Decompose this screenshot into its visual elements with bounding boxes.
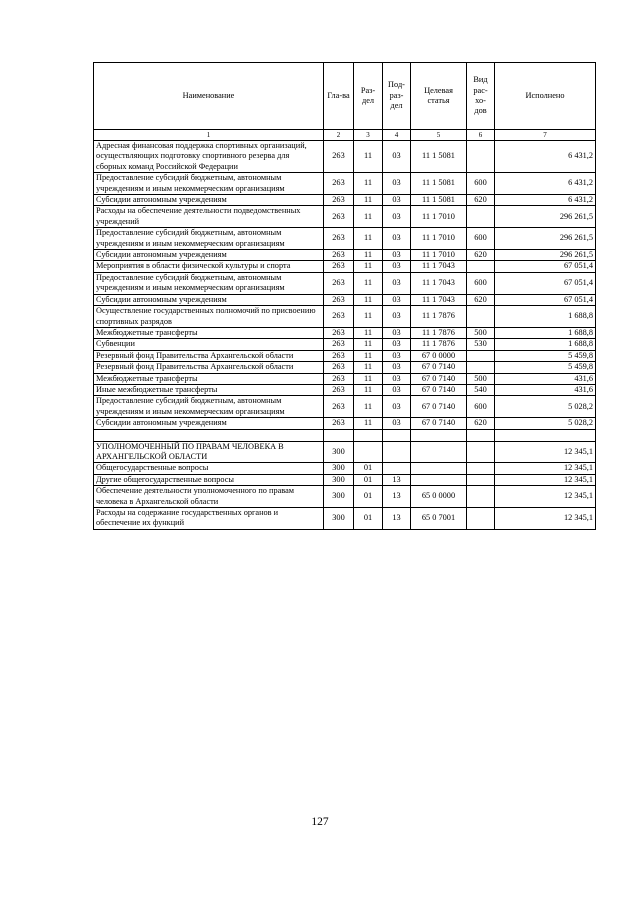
cell-expense-type bbox=[467, 463, 495, 474]
cell-glava: 300 bbox=[324, 474, 354, 485]
cell-glava: 263 bbox=[324, 173, 354, 195]
cell-done: 1 688,8 bbox=[495, 327, 596, 338]
cell-glava: 263 bbox=[324, 228, 354, 250]
organization-total: 12 345,1 bbox=[495, 441, 596, 463]
cell-done: 431,6 bbox=[495, 384, 596, 395]
cell-podrazdel: 03 bbox=[383, 141, 411, 173]
cell-glava: 263 bbox=[324, 384, 354, 395]
cell-expense-type: 530 bbox=[467, 339, 495, 350]
cell-article: 11 1 7043 bbox=[411, 261, 467, 272]
cell-done: 6 431,2 bbox=[495, 173, 596, 195]
empty-cell bbox=[411, 441, 467, 463]
cell-name: Межбюджетные трансферты bbox=[94, 373, 324, 384]
cell-glava: 263 bbox=[324, 250, 354, 261]
cell-expense-type: 600 bbox=[467, 228, 495, 250]
cell-expense-type: 500 bbox=[467, 327, 495, 338]
cell-article: 11 1 7043 bbox=[411, 294, 467, 305]
table-row bbox=[94, 228, 596, 250]
cell-razdel: 11 bbox=[354, 396, 383, 418]
cell-done: 5 459,8 bbox=[495, 362, 596, 373]
cell-podrazdel: 13 bbox=[383, 474, 411, 485]
cell-expense-type: 620 bbox=[467, 250, 495, 261]
table-row bbox=[94, 396, 596, 418]
column-number: 5 bbox=[411, 130, 467, 141]
cell-glava: 263 bbox=[324, 206, 354, 228]
column-number: 2 bbox=[324, 130, 354, 141]
cell-podrazdel: 13 bbox=[383, 486, 411, 508]
empty-cell bbox=[495, 429, 596, 441]
empty-cell bbox=[354, 441, 383, 463]
cell-glava: 263 bbox=[324, 141, 354, 173]
table-row bbox=[94, 463, 596, 474]
table-row bbox=[94, 486, 596, 508]
cell-article bbox=[411, 474, 467, 485]
cell-razdel: 11 bbox=[354, 228, 383, 250]
cell-article: 67 0 7140 bbox=[411, 384, 467, 395]
cell-article: 11 1 5081 bbox=[411, 195, 467, 206]
cell-name: Предоставление субсидий бюджетным, автономным учреждениям и иным некоммерческим организациям bbox=[94, 396, 324, 418]
cell-article: 11 1 7010 bbox=[411, 250, 467, 261]
cell-done: 6 431,2 bbox=[495, 195, 596, 206]
table-row bbox=[94, 418, 596, 429]
cell-podrazdel: 03 bbox=[383, 261, 411, 272]
cell-expense-type bbox=[467, 362, 495, 373]
column-number: 6 bbox=[467, 130, 495, 141]
cell-podrazdel: 03 bbox=[383, 384, 411, 395]
cell-expense-type bbox=[467, 141, 495, 173]
cell-done: 5 028,2 bbox=[495, 396, 596, 418]
cell-done: 67 051,4 bbox=[495, 294, 596, 305]
column-number: 4 bbox=[383, 130, 411, 141]
cell-expense-type bbox=[467, 206, 495, 228]
cell-glava: 263 bbox=[324, 373, 354, 384]
cell-article: 67 0 7140 bbox=[411, 362, 467, 373]
table-row bbox=[94, 474, 596, 485]
cell-razdel: 11 bbox=[354, 418, 383, 429]
cell-name: Расходы на обеспечение деятельности подведомственных учреждений bbox=[94, 206, 324, 228]
cell-name: Осуществление государственных полномочий по присвоению спортивных разрядов bbox=[94, 306, 324, 328]
budget-table bbox=[93, 62, 596, 530]
cell-podrazdel: 03 bbox=[383, 373, 411, 384]
cell-razdel: 01 bbox=[354, 508, 383, 530]
cell-done: 6 431,2 bbox=[495, 141, 596, 173]
table-header-row bbox=[94, 63, 596, 130]
empty-cell bbox=[383, 429, 411, 441]
empty-cell bbox=[411, 429, 467, 441]
cell-glava: 263 bbox=[324, 350, 354, 361]
cell-name: Обеспечение деятельности уполномоченного по правам человека в Архангельской области bbox=[94, 486, 324, 508]
cell-glava: 263 bbox=[324, 418, 354, 429]
organization-glava: 300 bbox=[324, 441, 354, 463]
empty-cell bbox=[467, 441, 495, 463]
cell-article: 11 1 7876 bbox=[411, 339, 467, 350]
cell-razdel: 11 bbox=[354, 306, 383, 328]
cell-glava: 263 bbox=[324, 327, 354, 338]
cell-razdel: 11 bbox=[354, 261, 383, 272]
cell-article: 11 1 5081 bbox=[411, 173, 467, 195]
table-row bbox=[94, 294, 596, 305]
cell-article: 67 0 7140 bbox=[411, 418, 467, 429]
cell-article: 67 0 7140 bbox=[411, 373, 467, 384]
table-row bbox=[94, 306, 596, 328]
cell-podrazdel: 03 bbox=[383, 272, 411, 294]
column-number: 7 bbox=[495, 130, 596, 141]
cell-done: 12 345,1 bbox=[495, 508, 596, 530]
cell-done: 1 688,8 bbox=[495, 339, 596, 350]
cell-name: Расходы на содержание государственных органов и обеспечение их функций bbox=[94, 508, 324, 530]
cell-glava: 300 bbox=[324, 463, 354, 474]
table-row bbox=[94, 508, 596, 530]
cell-expense-type bbox=[467, 486, 495, 508]
organization-name: УПОЛНОМОЧЕННЫЙ ПО ПРАВАМ ЧЕЛОВЕКА В АРХАНГЕЛЬСКОЙ ОБЛАСТИ bbox=[94, 441, 324, 463]
cell-glava: 300 bbox=[324, 486, 354, 508]
empty-cell bbox=[354, 429, 383, 441]
cell-article: 11 1 7876 bbox=[411, 306, 467, 328]
cell-podrazdel: 03 bbox=[383, 339, 411, 350]
cell-razdel: 11 bbox=[354, 373, 383, 384]
empty-cell bbox=[324, 429, 354, 441]
header-expense-type: Вид рас-хо-дов bbox=[467, 63, 495, 130]
cell-razdel: 11 bbox=[354, 206, 383, 228]
cell-podrazdel: 03 bbox=[383, 327, 411, 338]
cell-name: Резервный фонд Правительства Архангельской области bbox=[94, 350, 324, 361]
cell-podrazdel bbox=[383, 463, 411, 474]
cell-glava: 263 bbox=[324, 294, 354, 305]
cell-glava: 263 bbox=[324, 261, 354, 272]
empty-cell bbox=[383, 441, 411, 463]
cell-expense-type: 620 bbox=[467, 418, 495, 429]
cell-name: Межбюджетные трансферты bbox=[94, 327, 324, 338]
cell-expense-type: 600 bbox=[467, 173, 495, 195]
cell-podrazdel: 03 bbox=[383, 228, 411, 250]
cell-expense-type: 540 bbox=[467, 384, 495, 395]
cell-name: Предоставление субсидий бюджетным, автономным учреждениям и иным некоммерческим организациям bbox=[94, 173, 324, 195]
cell-expense-type bbox=[467, 261, 495, 272]
table-row bbox=[94, 206, 596, 228]
cell-podrazdel: 13 bbox=[383, 508, 411, 530]
table-row bbox=[94, 173, 596, 195]
header-article: Целевая статья bbox=[411, 63, 467, 130]
table-row bbox=[94, 339, 596, 350]
cell-podrazdel: 03 bbox=[383, 173, 411, 195]
cell-name: Субсидии автономным учреждениям bbox=[94, 250, 324, 261]
cell-done: 5 459,8 bbox=[495, 350, 596, 361]
cell-name: Иные межбюджетные трансферты bbox=[94, 384, 324, 395]
table-row bbox=[94, 141, 596, 173]
cell-razdel: 11 bbox=[354, 350, 383, 361]
cell-article: 11 1 7010 bbox=[411, 206, 467, 228]
cell-razdel: 01 bbox=[354, 486, 383, 508]
cell-podrazdel: 03 bbox=[383, 250, 411, 261]
cell-done: 12 345,1 bbox=[495, 474, 596, 485]
cell-article: 11 1 7043 bbox=[411, 272, 467, 294]
empty-cell bbox=[94, 429, 324, 441]
cell-podrazdel: 03 bbox=[383, 195, 411, 206]
cell-podrazdel: 03 bbox=[383, 294, 411, 305]
cell-name: Мероприятия в области физической культуры и спорта bbox=[94, 261, 324, 272]
empty-cell bbox=[467, 429, 495, 441]
cell-done: 5 028,2 bbox=[495, 418, 596, 429]
cell-expense-type bbox=[467, 508, 495, 530]
table-row bbox=[94, 327, 596, 338]
cell-razdel: 11 bbox=[354, 141, 383, 173]
cell-expense-type: 620 bbox=[467, 294, 495, 305]
cell-done: 296 261,5 bbox=[495, 206, 596, 228]
cell-razdel: 11 bbox=[354, 327, 383, 338]
cell-article: 67 0 7140 bbox=[411, 396, 467, 418]
cell-glava: 263 bbox=[324, 339, 354, 350]
cell-name: Другие общегосударственные вопросы bbox=[94, 474, 324, 485]
organization-row bbox=[94, 441, 596, 463]
header-glava: Гла-ва bbox=[324, 63, 354, 130]
cell-name: Адресная финансовая поддержка спортивных организаций, осуществляющих подготовку спортивного резерва для сборных команд Российской Федерации bbox=[94, 141, 324, 173]
cell-glava: 263 bbox=[324, 396, 354, 418]
cell-done: 296 261,5 bbox=[495, 250, 596, 261]
cell-name: Субсидии автономным учреждениям bbox=[94, 294, 324, 305]
cell-razdel: 11 bbox=[354, 173, 383, 195]
cell-expense-type: 500 bbox=[467, 373, 495, 384]
table-row bbox=[94, 195, 596, 206]
cell-podrazdel: 03 bbox=[383, 350, 411, 361]
cell-razdel: 01 bbox=[354, 474, 383, 485]
cell-article: 65 0 0000 bbox=[411, 486, 467, 508]
cell-name: Резервный фонд Правительства Архангельской области bbox=[94, 362, 324, 373]
cell-done: 12 345,1 bbox=[495, 463, 596, 474]
header-podrazdel: Под-раз-дел bbox=[383, 63, 411, 130]
cell-name: Предоставление субсидий бюджетным, автономным учреждениям и иным некоммерческим организациям bbox=[94, 228, 324, 250]
cell-name: Субсидии автономным учреждениям bbox=[94, 195, 324, 206]
cell-expense-type: 600 bbox=[467, 272, 495, 294]
cell-name: Предоставление субсидий бюджетным, автономным учреждениям и иным некоммерческим организациям bbox=[94, 272, 324, 294]
cell-podrazdel: 03 bbox=[383, 396, 411, 418]
cell-done: 67 051,4 bbox=[495, 272, 596, 294]
cell-razdel: 11 bbox=[354, 384, 383, 395]
cell-article: 67 0 0000 bbox=[411, 350, 467, 361]
table-row bbox=[94, 261, 596, 272]
cell-expense-type bbox=[467, 306, 495, 328]
cell-expense-type: 600 bbox=[467, 396, 495, 418]
cell-article: 11 1 7010 bbox=[411, 228, 467, 250]
page-number: 127 bbox=[311, 816, 329, 828]
cell-glava: 263 bbox=[324, 306, 354, 328]
spacer-row bbox=[94, 429, 596, 441]
cell-name: Субсидии автономным учреждениям bbox=[94, 418, 324, 429]
table-row bbox=[94, 373, 596, 384]
cell-razdel: 11 bbox=[354, 250, 383, 261]
cell-article: 65 0 7001 bbox=[411, 508, 467, 530]
cell-razdel: 11 bbox=[354, 339, 383, 350]
cell-glava: 300 bbox=[324, 508, 354, 530]
column-number: 1 bbox=[94, 130, 324, 141]
cell-podrazdel: 03 bbox=[383, 206, 411, 228]
table-row bbox=[94, 350, 596, 361]
cell-expense-type bbox=[467, 474, 495, 485]
header-name: Наименование bbox=[94, 63, 324, 130]
cell-podrazdel: 03 bbox=[383, 418, 411, 429]
cell-glava: 263 bbox=[324, 195, 354, 206]
cell-razdel: 11 bbox=[354, 195, 383, 206]
cell-done: 67 051,4 bbox=[495, 261, 596, 272]
cell-razdel: 11 bbox=[354, 272, 383, 294]
table-row bbox=[94, 362, 596, 373]
cell-done: 296 261,5 bbox=[495, 228, 596, 250]
cell-done: 12 345,1 bbox=[495, 486, 596, 508]
cell-glava: 263 bbox=[324, 272, 354, 294]
cell-name: Общегосударственные вопросы bbox=[94, 463, 324, 474]
table-row bbox=[94, 384, 596, 395]
column-number-row bbox=[94, 130, 596, 141]
cell-article bbox=[411, 463, 467, 474]
column-number: 3 bbox=[354, 130, 383, 141]
table-row bbox=[94, 250, 596, 261]
table-row bbox=[94, 272, 596, 294]
header-done: Исполнено bbox=[495, 63, 596, 130]
cell-expense-type bbox=[467, 350, 495, 361]
cell-razdel: 11 bbox=[354, 362, 383, 373]
cell-razdel: 01 bbox=[354, 463, 383, 474]
table-body bbox=[94, 141, 596, 530]
cell-article: 11 1 7876 bbox=[411, 327, 467, 338]
cell-expense-type: 620 bbox=[467, 195, 495, 206]
cell-done: 431,6 bbox=[495, 373, 596, 384]
cell-razdel: 11 bbox=[354, 294, 383, 305]
cell-article: 11 1 5081 bbox=[411, 141, 467, 173]
header-razdel: Раз-дел bbox=[354, 63, 383, 130]
cell-name: Субвенции bbox=[94, 339, 324, 350]
cell-done: 1 688,8 bbox=[495, 306, 596, 328]
cell-glava: 263 bbox=[324, 362, 354, 373]
cell-podrazdel: 03 bbox=[383, 306, 411, 328]
cell-podrazdel: 03 bbox=[383, 362, 411, 373]
